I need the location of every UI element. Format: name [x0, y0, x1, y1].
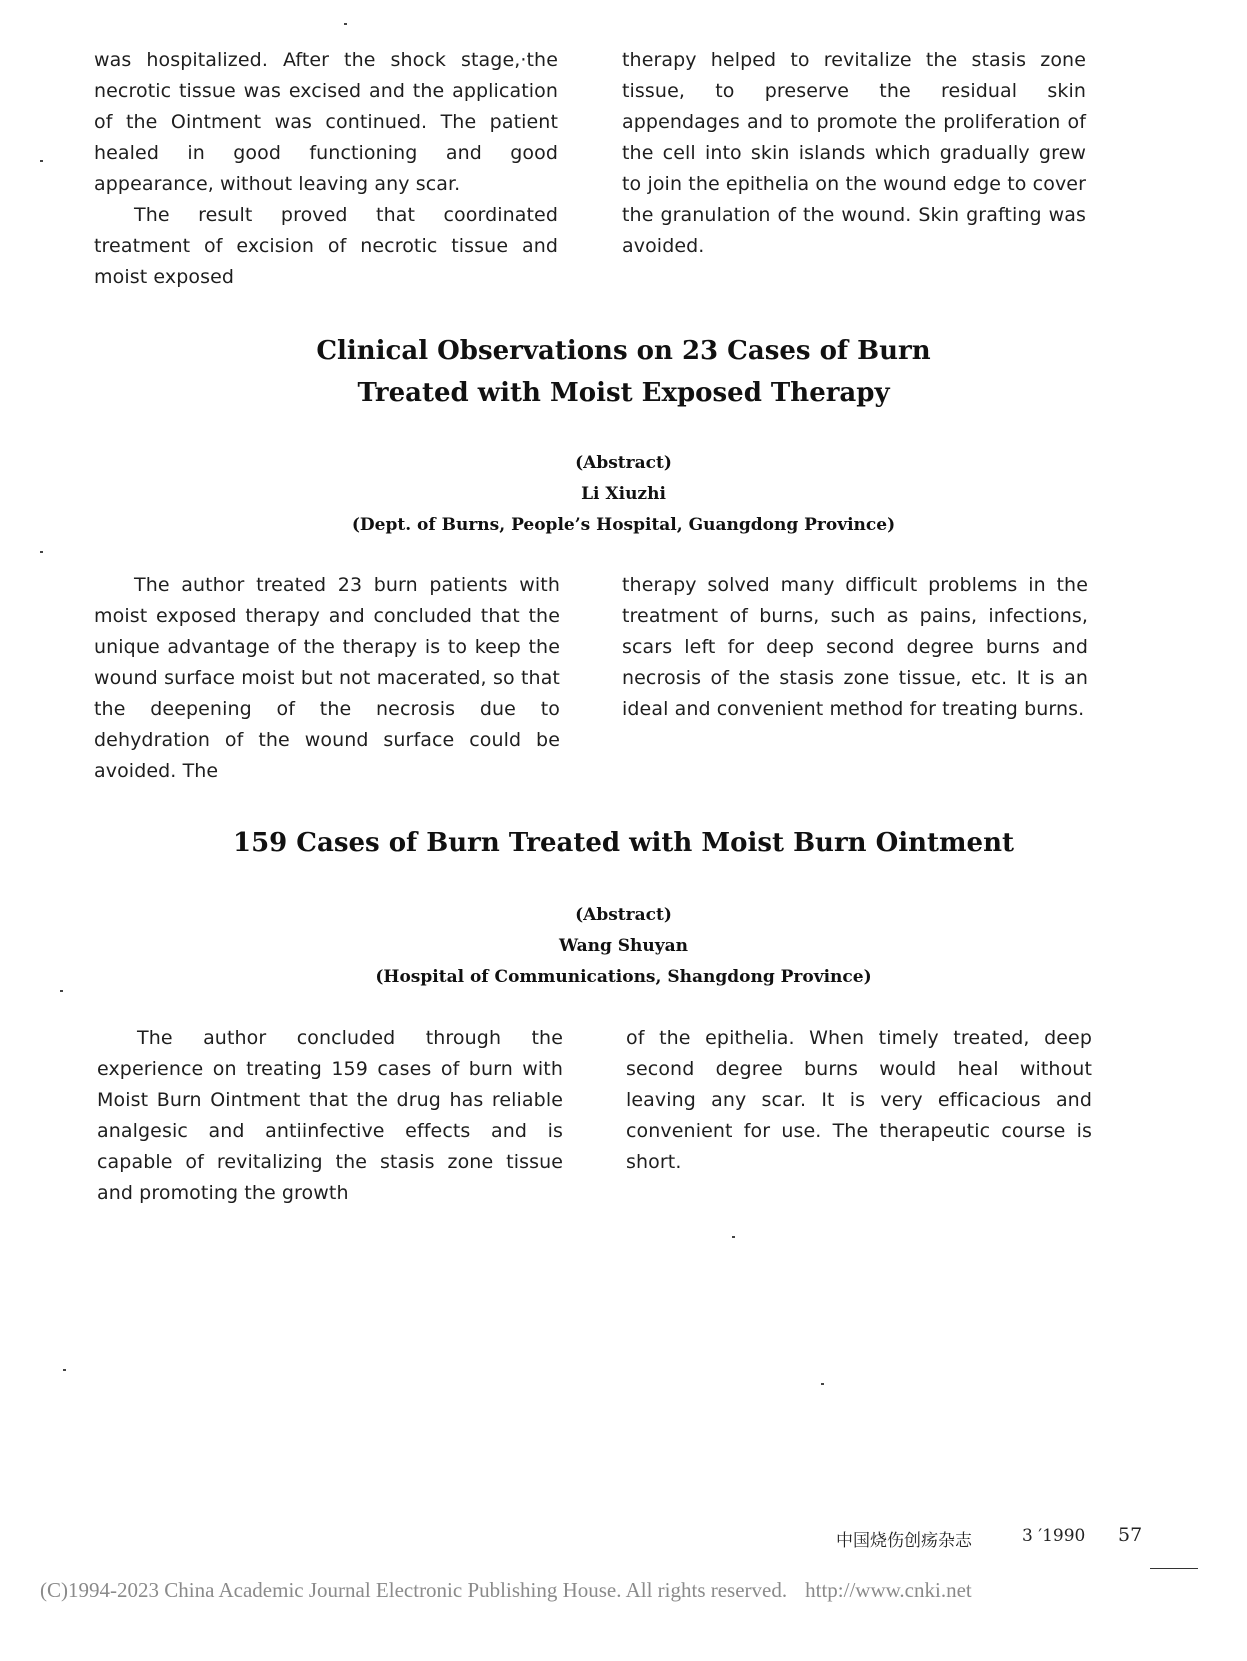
scan-speck — [344, 23, 347, 25]
article2-left-text: The author concluded through the experience on treating 159 cases of burn with Moist Burn Ointment that the drug has reliable analgesic and antiinfective effects and is capable of revitalizing the stasis zone tissue and promoting the growth — [97, 1027, 563, 1204]
footer-rule — [1150, 1568, 1198, 1569]
scan-speck — [821, 1383, 824, 1385]
copyright-url[interactable]: http://www.cnki.net — [805, 1578, 972, 1602]
article1-title-line1: Clinical Observations on 23 Cases of Burn — [316, 336, 931, 366]
article1-affiliation: (Dept. of Burns, People’s Hospital, Guangdong Province) — [351, 515, 896, 535]
article1-author: Li Xiuzhi — [581, 484, 666, 504]
article2-right-column — [626, 1023, 1092, 1178]
article1-right-column — [622, 570, 1088, 725]
article2-author: Wang Shuyan — [558, 936, 689, 956]
issue-year: 3 ′1990 — [1022, 1526, 1086, 1546]
article1-abstract-label: (Abstract) — [575, 453, 672, 473]
top-right-paragraph: therapy helped to revitalize the stasis zone tissue, to preserve the residual skin appendages and to promote the proliferation of the cell into skin islands which gradually grew to join the epithelia on the wound edge to cover the granulation of the wound. Skin grafting was avoided. — [622, 49, 1086, 257]
article1-left-column — [94, 570, 560, 787]
top-left-paragraph-1: was hospitalized. After the shock stage,·the necrotic tissue was excised and the application of the Ointment was continued. The patient healed in good functioning and good appearance, without leaving any scar. — [94, 49, 558, 195]
journal-name: 中国烧伤创疡杂志 — [836, 1531, 972, 1551]
copyright-text: (C)1994-2023 China Academic Journal Electronic Publishing House. All rights reserved. — [40, 1578, 788, 1602]
article1-left-text: The author treated 23 burn patients with moist exposed therapy and concluded that the unique advantage of the therapy is to keep the wound surface moist but not macerated, so that the deepening of the necrosis due to dehydration of the wound surface could be avoided. The — [94, 574, 560, 782]
copyright-line — [40, 1578, 990, 1603]
article2-affiliation: (Hospital of Communications, Shangdong Province) — [375, 967, 872, 987]
top-left-paragraph-2: The result proved that coordinated treatment of excision of necrotic tissue and moist exposed — [94, 204, 558, 288]
article2-right-text: of the epithelia. When timely treated, deep second degree burns would heal without leaving any scar. It is very efficacious and convenient for use. The therapeutic course is short. — [626, 1027, 1092, 1173]
top-left-column — [94, 45, 558, 293]
scan-speck — [732, 1236, 735, 1238]
page-number: 57 — [1118, 1524, 1143, 1546]
article2-title: 159 Cases of Burn Treated with Moist Burn Ointment — [232, 828, 1015, 858]
top-right-column — [622, 45, 1086, 262]
scan-speck — [60, 990, 63, 992]
article1-title-line2: Treated with Moist Exposed Therapy — [357, 378, 890, 408]
article2-abstract-label: (Abstract) — [575, 905, 672, 925]
scan-speck — [63, 1369, 66, 1371]
article1-right-text: therapy solved many difficult problems in the treatment of burns, such as pains, infections, scars left for deep second degree burns and necrosis of the stasis zone tissue, etc. It is an ideal and convenient method for treating burns. — [622, 574, 1088, 720]
scan-speck — [40, 160, 43, 162]
scan-speck — [40, 551, 43, 553]
article2-left-column — [97, 1023, 563, 1209]
